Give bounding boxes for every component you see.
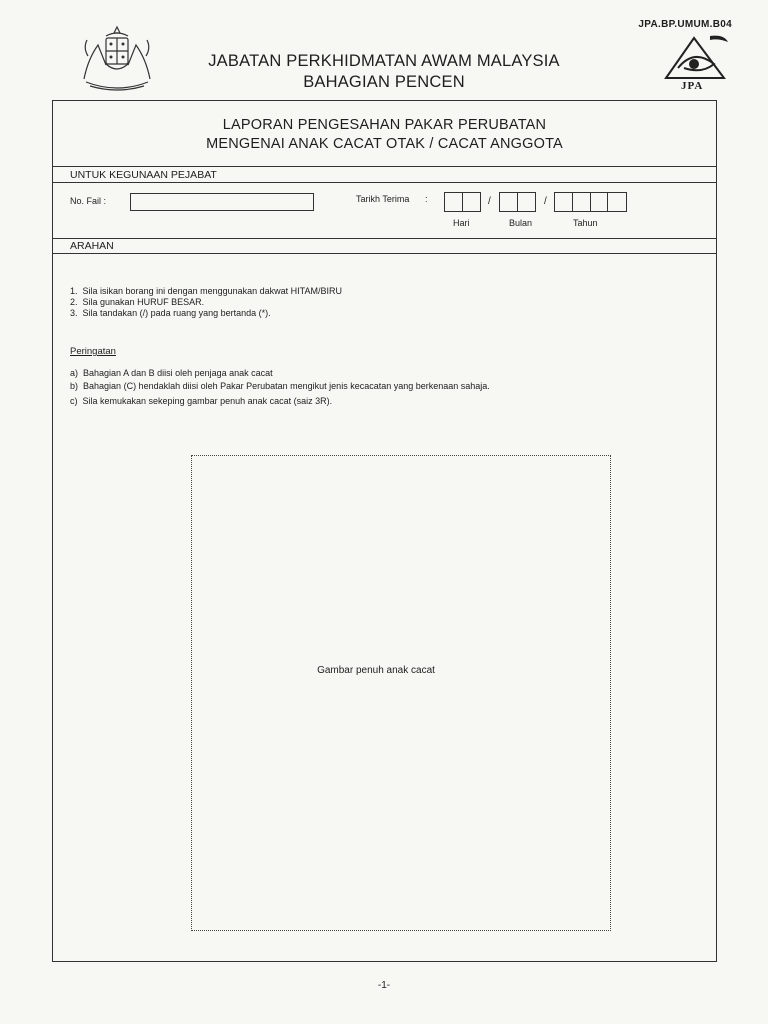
divider — [52, 253, 717, 254]
report-title-line1: LAPORAN PENGESAHAN PAKAR PERUBATAN — [222, 117, 547, 133]
divider — [52, 182, 717, 183]
header-title — [0, 51, 768, 93]
instruction-item — [70, 308, 271, 319]
warning-text: Sila kemukakan sekeping gambar penuh anak cacat (saiz 3R). — [82, 396, 333, 406]
report-title-line2: MENGENAI ANAK CACAT OTAK / CACAT ANGGOTA — [206, 136, 563, 152]
warning-item — [70, 396, 332, 407]
year-input-boxes[interactable] — [554, 192, 627, 212]
warning-text: Bahagian A dan B diisi oleh penjaga anak cacat — [83, 368, 273, 378]
warning-number: b) — [70, 381, 79, 391]
office-use-label: UNTUK KEGUNAAN PEJABAT — [70, 169, 217, 181]
year-label: Tahun — [573, 218, 598, 228]
file-number-input[interactable] — [130, 193, 314, 211]
date-separator: / — [488, 196, 491, 207]
division-name: BAHAGIAN PENCEN — [303, 73, 465, 91]
divider — [52, 166, 717, 167]
form-code: JPA.BP.UMUM.B04 — [638, 19, 732, 30]
instruction-text: Sila gunakan HURUF BESAR. — [82, 297, 205, 307]
photo-label: Gambar penuh anak cacat — [317, 665, 435, 676]
file-number-label: No. Fail : — [70, 196, 107, 206]
date-received-label: Tarikh Terima — [356, 194, 410, 204]
instruction-number: 2. — [70, 297, 78, 307]
warning-item — [70, 381, 490, 392]
instruction-text: Sila isikan borang ini dengan menggunakan dakwat HITAM/BIRU — [82, 286, 343, 296]
date-received-colon: : — [425, 194, 428, 204]
report-title — [52, 116, 717, 154]
month-label: Bulan — [509, 218, 533, 228]
warning-title: Peringatan — [70, 346, 116, 357]
instruction-item — [70, 297, 204, 308]
page-number: -1- — [377, 980, 391, 991]
warning-number: a) — [70, 368, 79, 378]
day-label: Hari — [453, 218, 470, 228]
date-separator: / — [544, 196, 547, 207]
agency-name: JABATAN PERKHIDMATAN AWAM MALAYSIA — [208, 52, 560, 70]
jpa-logo-text: JPA — [681, 80, 704, 92]
warning-text: Bahagian (C) hendaklah diisi oleh Pakar Perubatan mengikut jenis kecacatan yang berkenaan sahaja. — [83, 381, 490, 391]
instruction-number: 1. — [70, 286, 78, 296]
month-input-boxes[interactable] — [499, 192, 536, 212]
day-input-boxes[interactable] — [444, 192, 481, 212]
warning-number: c) — [70, 396, 78, 406]
instruction-item — [70, 286, 342, 297]
warning-item — [70, 368, 273, 379]
photo-frame[interactable] — [191, 455, 611, 931]
divider — [52, 238, 717, 239]
instructions-label: ARAHAN — [70, 240, 114, 252]
instruction-text: Sila tandakan (/) pada ruang yang bertanda (*). — [82, 308, 271, 318]
instruction-number: 3. — [70, 308, 78, 318]
